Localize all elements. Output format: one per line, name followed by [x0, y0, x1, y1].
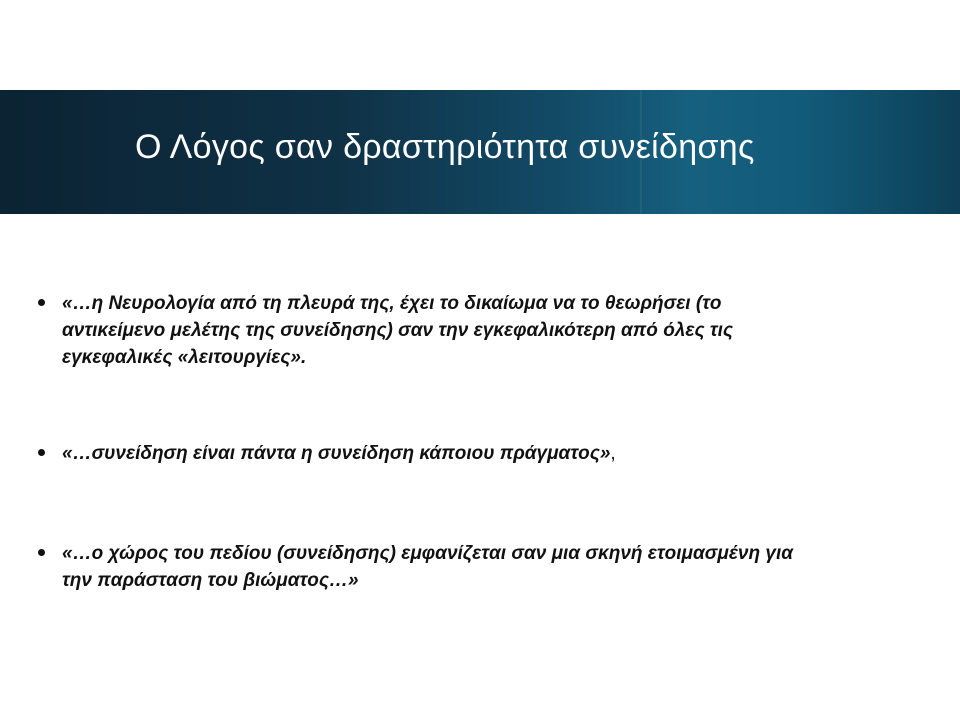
bullet-text-3: [62, 540, 902, 594]
bullet-1-line-1: «…η Νευρολογία από τη πλευρά της, έχει το δικαίωμα να το θεωρήσει (το: [62, 293, 722, 314]
bullet-3-line-2: την παράσταση του βιώματος…»: [62, 570, 359, 591]
bullet-icon: [38, 549, 45, 556]
bullet-text-2: [62, 440, 902, 467]
bullet-3-line-1: «…ο χώρος του πεδίου (συνείδησης) εμφανίζεται σαν μια σκηνή ετοιμασμένη για: [62, 543, 794, 564]
bullet-2-trailing-comma: ,: [610, 443, 616, 464]
bullet-1-line-2: αντικείμενο μελέτης της συνείδησης) σαν την εγκεφαλικότερη από όλες τις: [62, 320, 734, 341]
bullet-2-line-1: «…συνείδηση είναι πάντα η συνείδηση κάποιου πράγματος»: [62, 443, 611, 464]
bullet-1-line-3: εγκεφαλικές «λειτουργίες».: [62, 347, 307, 368]
bullet-text-1: [62, 290, 902, 371]
slide-title: Ο Λόγος σαν δραστηριότητα συνείδησης: [135, 128, 755, 166]
bullet-icon: [38, 299, 45, 306]
bullet-icon: [38, 449, 45, 456]
